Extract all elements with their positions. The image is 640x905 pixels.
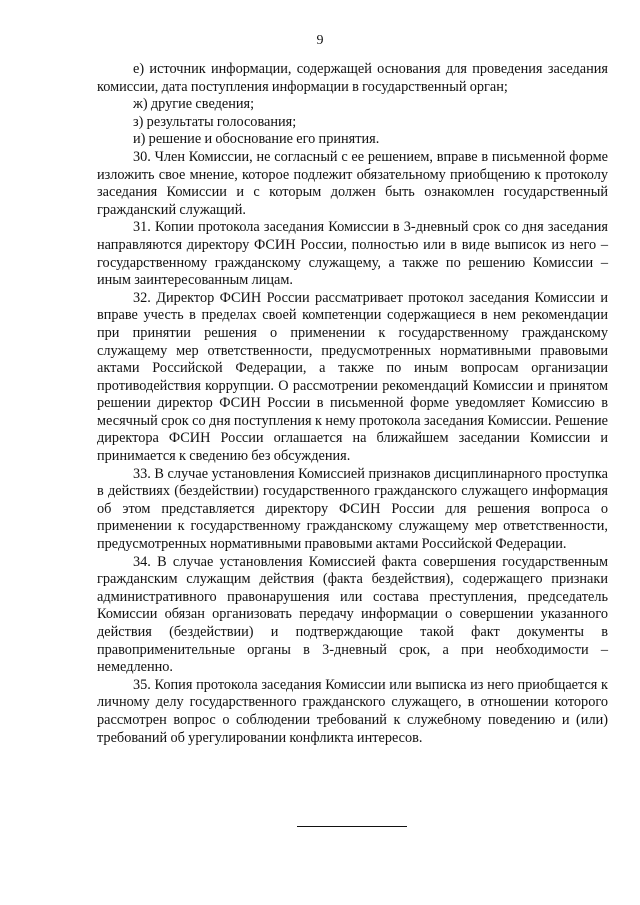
paragraph-35: 35. Копия протокола заседания Комиссии или выписка из него приобщается к личному делу государственного гражданского служащего, в отношении которого рассмотрен вопрос о соблюдении требований к служебному поведению и (или) требований об урегулировании конфликта интересов.: [97, 676, 608, 746]
document-body: [97, 61, 608, 747]
end-divider-line: [297, 826, 407, 827]
paragraph-item-zh: ж) другие сведения;: [133, 96, 255, 113]
paragraph-31: 31. Копии протокола заседания Комиссии в 3-дневный срок со дня заседания направляются директору ФСИН России, полностью или в виде выписок из него – государственному гражданскому служащему, а также по решению Комиссии – иным заинтересованным лицам.: [97, 219, 608, 289]
paragraph-34: 34. В случае установления Комиссией факта совершения государственным гражданским служащим действия (факта бездействия), содержащего признаки административного правонарушения или состава преступления, председатель Комиссии обязан организовать передачу информации о совершении указанного действия (бездействии) и подтверждающие такой факт документы в правоприменительные органы в 3-дневный срок, а при необходимости – немедленно.: [97, 553, 608, 676]
paragraph-item-i: и) решение и обоснование его принятия.: [133, 131, 380, 148]
page-number: 9: [316, 33, 324, 48]
paragraph-30: 30. Член Комиссии, не согласный с ее решением, вправе в письменной форме изложить свое мнение, которое подлежит обязательному приобщению к протоколу заседания Комиссии и с которым должен быть ознакомлен государственный гражданский служащий.: [97, 148, 608, 218]
paragraph-32: 32. Директор ФСИН России рассматривает протокол заседания Комиссии и вправе учесть в пределах своей компетенции содержащиеся в нем рекомендации при принятии решения о применении к государственному гражданскому служащему мер ответственности, предусмотренных нормативными правовыми актами Российской Федерации, а также по иным вопросам организации противодействия коррупции. О рассмотрении рекомендаций Комиссии и принятом решении директор ФСИН России в письменной форме уведомляет Комиссию в месячный срок со дня поступления к нему протокола заседания Комиссии. Решение директора ФСИН России оглашается на ближайшем заседании Комиссии и принимается к сведению без обсуждения.: [97, 289, 608, 465]
paragraph-33: 33. В случае установления Комиссией признаков дисциплинарного проступка в действиях (бездействии) государственного гражданского служащего информация об этом представляется директору ФСИН России для решения вопроса о применении к государственному гражданскому служащему мер ответственности, предусмотренных нормативными правовыми актами Российской Федерации.: [97, 465, 608, 553]
paragraph-item-z: з) результаты голосования;: [133, 113, 297, 130]
paragraph-item-e: е) источник информации, содержащей основания для проведения заседания комиссии, дата поступления информации в государственный орган;: [97, 61, 608, 95]
